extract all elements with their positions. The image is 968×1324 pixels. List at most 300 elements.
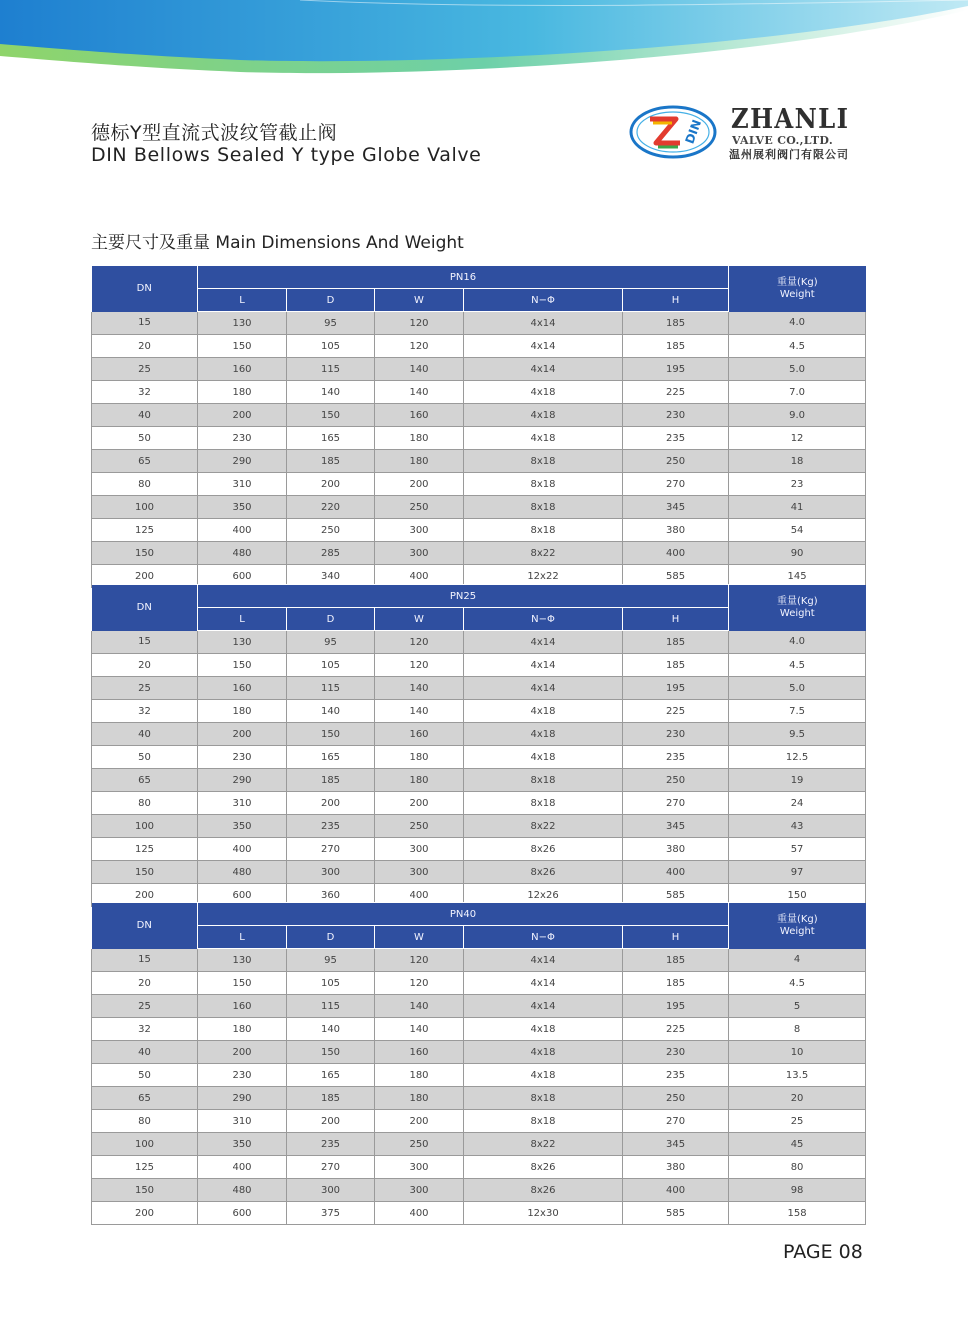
table-cell: 95 [287, 949, 375, 972]
table-cell: 20 [729, 1087, 866, 1110]
header-d: D [287, 926, 375, 949]
table-cell: 100 [92, 815, 198, 838]
header-nphi: N−Φ [464, 926, 623, 949]
table-cell: 95 [287, 312, 375, 335]
table-cell: 32 [92, 381, 198, 404]
table-row [92, 312, 866, 335]
table-cell: 200 [375, 1110, 464, 1133]
table-cell: 585 [623, 1202, 729, 1225]
table-cell: 375 [287, 1202, 375, 1225]
table-cell: 4x14 [464, 631, 623, 654]
table-row [92, 792, 866, 815]
table-cell: 8x22 [464, 542, 623, 565]
table-cell: 270 [623, 1110, 729, 1133]
table-cell: 180 [375, 746, 464, 769]
table-cell: 250 [623, 450, 729, 473]
page-number: PAGE 08 [783, 1241, 863, 1263]
table-cell: 130 [198, 631, 287, 654]
table-cell: 13.5 [729, 1064, 866, 1087]
table-cell: 43 [729, 815, 866, 838]
table-cell: 140 [287, 1018, 375, 1041]
table-cell: 140 [375, 700, 464, 723]
table-cell: 12x22 [464, 565, 623, 588]
table-row [92, 542, 866, 565]
table-cell: 4x14 [464, 335, 623, 358]
table-cell: 158 [729, 1202, 866, 1225]
table-cell: 160 [375, 723, 464, 746]
table-cell: 480 [198, 861, 287, 884]
table-row [92, 1041, 866, 1064]
table-cell: 150 [92, 861, 198, 884]
logo-text: DIN [682, 117, 705, 146]
table-cell: 290 [198, 769, 287, 792]
table-cell: 480 [198, 1179, 287, 1202]
table-cell: 230 [623, 404, 729, 427]
table-cell: 235 [623, 746, 729, 769]
table-cell: 4.0 [729, 631, 866, 654]
table-cell: 5.0 [729, 677, 866, 700]
table-cell: 50 [92, 746, 198, 769]
table-cell: 140 [375, 381, 464, 404]
table-cell: 100 [92, 1133, 198, 1156]
table-cell: 4.5 [729, 654, 866, 677]
table-row [92, 519, 866, 542]
table-cell: 115 [287, 358, 375, 381]
table-cell: 97 [729, 861, 866, 884]
table-row [92, 496, 866, 519]
table-cell: 400 [623, 861, 729, 884]
table-cell: 225 [623, 381, 729, 404]
table-cell: 8x18 [464, 1110, 623, 1133]
table-cell: 120 [375, 312, 464, 335]
header-h: H [623, 608, 729, 631]
table-cell: 360 [287, 884, 375, 907]
table-row [92, 1087, 866, 1110]
table-cell: 140 [375, 1018, 464, 1041]
table-row [92, 450, 866, 473]
table-cell: 600 [198, 1202, 287, 1225]
table-cell: 300 [375, 1156, 464, 1179]
table-cell: 200 [92, 565, 198, 588]
section-title: 主要尺寸及重量 Main Dimensions And Weight [91, 233, 464, 253]
table-cell: 200 [92, 884, 198, 907]
table-cell: 200 [287, 792, 375, 815]
table-cell: 400 [375, 565, 464, 588]
table-cell: 270 [623, 473, 729, 496]
table-cell: 235 [287, 815, 375, 838]
table-cell: 300 [375, 838, 464, 861]
table-cell: 160 [198, 677, 287, 700]
table-cell: 180 [375, 450, 464, 473]
table-cell: 250 [287, 519, 375, 542]
table-cell: 230 [623, 1041, 729, 1064]
table-cell: 25 [92, 677, 198, 700]
table-cell: 145 [729, 565, 866, 588]
table-row [92, 995, 866, 1018]
table-cell: 380 [623, 838, 729, 861]
header-weight-en: Weight [779, 288, 815, 300]
table-cell: 8x22 [464, 815, 623, 838]
table-pn25 [91, 584, 866, 907]
table-cell: 8x18 [464, 496, 623, 519]
table-cell: 200 [198, 404, 287, 427]
table-cell: 130 [198, 312, 287, 335]
table-cell: 180 [198, 700, 287, 723]
table-cell: 150 [198, 972, 287, 995]
table-cell: 290 [198, 1087, 287, 1110]
table-cell: 300 [287, 861, 375, 884]
header-l: L [198, 926, 287, 949]
table-cell: 8 [729, 1018, 866, 1041]
brand-subtitle: VALVE CO.,LTD. [732, 134, 833, 147]
table-cell: 140 [375, 358, 464, 381]
table-cell: 140 [375, 995, 464, 1018]
table-cell: 160 [198, 358, 287, 381]
table-cell: 57 [729, 838, 866, 861]
table-cell: 50 [92, 1064, 198, 1087]
table-cell: 345 [623, 496, 729, 519]
table-cell: 25 [729, 1110, 866, 1133]
table-cell: 130 [198, 949, 287, 972]
table-cell: 20 [92, 972, 198, 995]
company-logo [628, 103, 718, 161]
header-weight [729, 585, 866, 631]
table-cell: 300 [375, 1179, 464, 1202]
table-cell: 285 [287, 542, 375, 565]
table-cell: 23 [729, 473, 866, 496]
table-cell: 185 [623, 949, 729, 972]
table-cell: 345 [623, 1133, 729, 1156]
table-cell: 400 [623, 1179, 729, 1202]
table-cell: 105 [287, 654, 375, 677]
table-cell: 200 [92, 1202, 198, 1225]
table-cell: 230 [198, 427, 287, 450]
table-cell: 8x18 [464, 1087, 623, 1110]
table-cell: 24 [729, 792, 866, 815]
table-cell: 115 [287, 677, 375, 700]
table-cell: 140 [375, 677, 464, 700]
table-cell: 200 [375, 792, 464, 815]
table-cell: 400 [198, 1156, 287, 1179]
table-cell: 18 [729, 450, 866, 473]
table-cell: 140 [287, 700, 375, 723]
table-cell: 41 [729, 496, 866, 519]
table-cell: 310 [198, 1110, 287, 1133]
table-cell: 65 [92, 1087, 198, 1110]
table-cell: 400 [375, 884, 464, 907]
table-row [92, 700, 866, 723]
table-cell: 25 [92, 995, 198, 1018]
table-cell: 20 [92, 654, 198, 677]
table-cell: 195 [623, 995, 729, 1018]
table-cell: 350 [198, 815, 287, 838]
brand-name: ZHANLI [731, 104, 850, 135]
header-weight [729, 903, 866, 949]
table-cell: 585 [623, 565, 729, 588]
table-cell: 32 [92, 1018, 198, 1041]
table-cell: 250 [623, 1087, 729, 1110]
table-row [92, 473, 866, 496]
table-cell: 4x14 [464, 995, 623, 1018]
table-cell: 220 [287, 496, 375, 519]
table-row [92, 654, 866, 677]
table-cell: 120 [375, 335, 464, 358]
table-cell: 185 [623, 631, 729, 654]
table-cell: 400 [375, 1202, 464, 1225]
table-cell: 54 [729, 519, 866, 542]
header-pn: PN40 [198, 903, 729, 926]
top-banner [0, 0, 968, 80]
table-row [92, 746, 866, 769]
table-cell: 25 [92, 358, 198, 381]
table-cell: 7.0 [729, 381, 866, 404]
table-cell: 185 [623, 335, 729, 358]
table-cell: 150 [198, 654, 287, 677]
table-row [92, 838, 866, 861]
table-cell: 345 [623, 815, 729, 838]
table-cell: 80 [92, 473, 198, 496]
table-cell: 235 [623, 1064, 729, 1087]
table-cell: 180 [198, 1018, 287, 1041]
table-cell: 8x26 [464, 1156, 623, 1179]
table-cell: 8x18 [464, 769, 623, 792]
table-cell: 185 [287, 769, 375, 792]
table-cell: 90 [729, 542, 866, 565]
table-cell: 105 [287, 335, 375, 358]
table-cell: 8x18 [464, 473, 623, 496]
table-cell: 12x26 [464, 884, 623, 907]
table-row [92, 861, 866, 884]
table-cell: 250 [623, 769, 729, 792]
table-cell: 8x18 [464, 450, 623, 473]
table-cell: 300 [375, 542, 464, 565]
table-cell: 230 [623, 723, 729, 746]
table-cell: 4x18 [464, 1041, 623, 1064]
table-cell: 5 [729, 995, 866, 1018]
table-cell: 4x18 [464, 1018, 623, 1041]
table-cell: 125 [92, 519, 198, 542]
table-cell: 19 [729, 769, 866, 792]
table-cell: 65 [92, 450, 198, 473]
table-cell: 115 [287, 995, 375, 1018]
table-cell: 15 [92, 631, 198, 654]
table-cell: 350 [198, 1133, 287, 1156]
table-cell: 350 [198, 496, 287, 519]
table-cell: 180 [375, 769, 464, 792]
table-cell: 185 [287, 1087, 375, 1110]
header-dn: DN [92, 266, 198, 312]
table-cell: 310 [198, 473, 287, 496]
table-cell: 7.5 [729, 700, 866, 723]
table-cell: 80 [92, 792, 198, 815]
table-cell: 120 [375, 972, 464, 995]
header-weight-cn: 重量(Kg) [776, 913, 818, 925]
table-cell: 15 [92, 312, 198, 335]
table-cell: 4x18 [464, 427, 623, 450]
table-cell: 125 [92, 1156, 198, 1179]
table-cell: 185 [623, 972, 729, 995]
table-row [92, 769, 866, 792]
table-cell: 12.5 [729, 746, 866, 769]
table-cell: 8x26 [464, 861, 623, 884]
table-cell: 300 [375, 861, 464, 884]
table-cell: 195 [623, 677, 729, 700]
table-cell: 8x18 [464, 792, 623, 815]
table-cell: 600 [198, 884, 287, 907]
table-row [92, 677, 866, 700]
table-cell: 8x26 [464, 1179, 623, 1202]
table-pn16 [91, 265, 866, 588]
table-cell: 32 [92, 700, 198, 723]
header-nphi: N−Φ [464, 289, 623, 312]
table-cell: 4 [729, 949, 866, 972]
table-cell: 185 [287, 450, 375, 473]
table-cell: 200 [287, 473, 375, 496]
table-cell: 235 [287, 1133, 375, 1156]
table-cell: 250 [375, 496, 464, 519]
table-cell: 165 [287, 427, 375, 450]
table-cell: 150 [287, 1041, 375, 1064]
table-cell: 40 [92, 404, 198, 427]
table-cell: 125 [92, 838, 198, 861]
table-cell: 225 [623, 1018, 729, 1041]
table-cell: 150 [287, 723, 375, 746]
header-dn: DN [92, 903, 198, 949]
header-weight-en: Weight [779, 607, 815, 619]
table-cell: 180 [375, 1087, 464, 1110]
table-row [92, 1064, 866, 1087]
table-cell: 4x14 [464, 312, 623, 335]
table-cell: 4x14 [464, 654, 623, 677]
table-row [92, 1179, 866, 1202]
table-cell: 98 [729, 1179, 866, 1202]
table-cell: 4.5 [729, 335, 866, 358]
table-cell: 290 [198, 450, 287, 473]
header-pn: PN16 [198, 266, 729, 289]
table-cell: 140 [287, 381, 375, 404]
table-cell: 200 [198, 723, 287, 746]
table-cell: 8x26 [464, 838, 623, 861]
table-cell: 270 [287, 1156, 375, 1179]
table-row [92, 358, 866, 381]
table-cell: 150 [92, 1179, 198, 1202]
table-cell: 195 [623, 358, 729, 381]
table-cell: 45 [729, 1133, 866, 1156]
title-cn: 德标Y型直流式波纹管截止阀 [91, 122, 338, 144]
table-cell: 185 [623, 312, 729, 335]
table-cell: 8x18 [464, 519, 623, 542]
table-cell: 120 [375, 654, 464, 677]
table-cell: 300 [375, 519, 464, 542]
table-row [92, 335, 866, 358]
header-w: W [375, 608, 464, 631]
header-weight-en: Weight [779, 925, 815, 937]
table-cell: 380 [623, 1156, 729, 1179]
table-cell: 12 [729, 427, 866, 450]
table-row [92, 1156, 866, 1179]
table-cell: 180 [198, 381, 287, 404]
table-cell: 4.0 [729, 312, 866, 335]
table-cell: 200 [198, 1041, 287, 1064]
header-l: L [198, 608, 287, 631]
header-d: D [287, 289, 375, 312]
table-cell: 180 [375, 1064, 464, 1087]
header-w: W [375, 289, 464, 312]
table-cell: 160 [375, 1041, 464, 1064]
table-row [92, 972, 866, 995]
table-row [92, 631, 866, 654]
table-cell: 105 [287, 972, 375, 995]
table-cell: 80 [729, 1156, 866, 1179]
header-nphi: N−Φ [464, 608, 623, 631]
table-cell: 235 [623, 427, 729, 450]
table-cell: 65 [92, 769, 198, 792]
table-row [92, 949, 866, 972]
table-cell: 9.5 [729, 723, 866, 746]
table-row [92, 427, 866, 450]
table-cell: 250 [375, 1133, 464, 1156]
table-cell: 15 [92, 949, 198, 972]
table-cell: 225 [623, 700, 729, 723]
table-cell: 300 [287, 1179, 375, 1202]
header-h: H [623, 289, 729, 312]
table-cell: 12x30 [464, 1202, 623, 1225]
table-cell: 185 [623, 654, 729, 677]
table-cell: 480 [198, 542, 287, 565]
table-cell: 8x22 [464, 1133, 623, 1156]
table-cell: 400 [623, 542, 729, 565]
table-cell: 4x14 [464, 358, 623, 381]
table-row [92, 1133, 866, 1156]
header-h: H [623, 926, 729, 949]
table-cell: 4x18 [464, 746, 623, 769]
table-cell: 4x14 [464, 677, 623, 700]
table-cell: 400 [198, 519, 287, 542]
table-cell: 120 [375, 631, 464, 654]
header-pn: PN25 [198, 585, 729, 608]
table-cell: 585 [623, 884, 729, 907]
table-cell: 4x18 [464, 1064, 623, 1087]
table-pn40 [91, 902, 866, 1225]
table-cell: 230 [198, 1064, 287, 1087]
table-cell: 100 [92, 496, 198, 519]
table-cell: 200 [287, 1110, 375, 1133]
table-cell: 20 [92, 335, 198, 358]
header-l: L [198, 289, 287, 312]
table-cell: 9.0 [729, 404, 866, 427]
table-cell: 4x18 [464, 700, 623, 723]
header-w: W [375, 926, 464, 949]
table-cell: 380 [623, 519, 729, 542]
table-cell: 180 [375, 427, 464, 450]
table-cell: 150 [729, 884, 866, 907]
table-cell: 270 [623, 792, 729, 815]
header-weight-cn: 重量(Kg) [776, 595, 818, 607]
table-cell: 310 [198, 792, 287, 815]
table-cell: 40 [92, 1041, 198, 1064]
table-cell: 250 [375, 815, 464, 838]
table-cell: 4x14 [464, 949, 623, 972]
table-cell: 165 [287, 746, 375, 769]
table-cell: 270 [287, 838, 375, 861]
title-en: DIN Bellows Sealed Y type Globe Valve [91, 144, 482, 166]
table-cell: 160 [375, 404, 464, 427]
table-cell: 160 [198, 995, 287, 1018]
header-weight [729, 266, 866, 312]
table-cell: 50 [92, 427, 198, 450]
header-dn: DN [92, 585, 198, 631]
brand-cn: 温州展利阀门有限公司 [729, 148, 849, 161]
